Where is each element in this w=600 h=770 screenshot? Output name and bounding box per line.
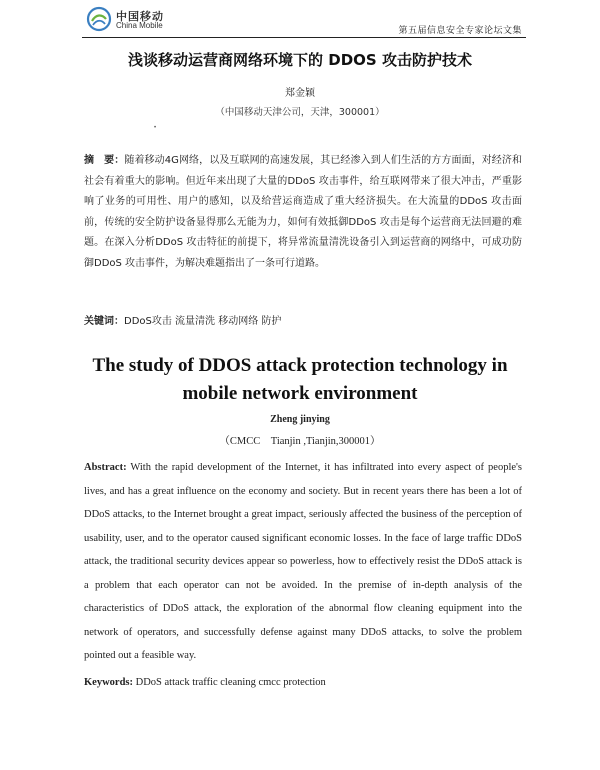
abstract-text-cn: 随着移动4G网络，以及互联网的高速发展，其已经渗入到人们生活的方方面面，对经济和社会有着重大的影响。但近年来出现了大量的DDoS 攻击事件，给互联网带来了很大冲击，严重影响了业务的可用性、用户的感知，以及给营运商造成了重大经济损失。在大流量的DDoS 攻击面前，传统的安全防护设备显得那么无能为力，如何有效抵御DDoS 攻击是每个运营商无法回避的难题。在深入分析DDoS 攻击特征的前提下，将异常流量清洗设备引入到运营商的网络中，可成功防御DDoS 攻击事件，为解决难题指出了一条可行道路。 xyxy=(84,155,522,269)
paper-title-cn: 浅谈移动运营商网络环境下的 DDOS 攻击防护技术 xyxy=(128,51,472,69)
china-mobile-logo-icon xyxy=(86,6,112,32)
logo-text-cn: 中国移动 xyxy=(116,10,164,23)
keywords-text-en: DDoS attack traffic cleaning cmcc protection xyxy=(135,677,326,688)
abstract-label-en: Abstract: xyxy=(84,462,127,473)
china-mobile-logo xyxy=(86,6,216,34)
abstract-text-en: With the rapid development of the Internet, it has infiltrated into every aspect of people's lives, and has a great influence on the economy and society. But in recent years there has been a lot of DDoS attacks, to the Internet brought a great impact, seriously affected the business of the perception of usability, user, and to the operator caused significant economic losses. In the face of large traffic DDoS attack, the traditional security devices appear so powerless, how to effectively resist the DDoS attack is a problem that each operator can not be avoided. In the premise of in-depth analysis of the characteristics of DDoS attack, the exploration of the abnormal flow cleaning equipment into the network of operators, and successfully defense against many DDoS attacks, to solve the problem pointed out a feasible way. xyxy=(84,462,522,661)
keywords-text-cn: DDoS攻击 流量清洗 移动网络 防护 xyxy=(124,316,282,327)
keywords-en xyxy=(84,677,522,688)
affiliation-en: （CMCC Tianjin ,Tianjin,300001） xyxy=(219,436,381,447)
running-head: 第五届信息安全专家论坛文集 xyxy=(398,26,522,36)
author-en: Zheng jinying xyxy=(270,414,330,425)
keywords-cn xyxy=(84,312,522,327)
abstract-en xyxy=(84,456,522,668)
stray-mark: • xyxy=(154,125,157,131)
affiliation-cn: （中国移动天津公司，天津，300001） xyxy=(215,107,385,118)
keywords-label-en: Keywords: xyxy=(84,677,133,688)
page-header xyxy=(0,0,600,40)
abstract-cn xyxy=(84,151,522,274)
abstract-label-cn: 摘 要： xyxy=(84,155,125,166)
paper-title-en: The study of DDOS attack protection technology in mobile network environment xyxy=(92,355,508,404)
logo-text-en: China Mobile xyxy=(116,21,163,30)
header-rule xyxy=(82,37,526,38)
keywords-label-cn: 关键词： xyxy=(84,316,124,327)
author-cn: 郑金颖 xyxy=(285,88,315,99)
